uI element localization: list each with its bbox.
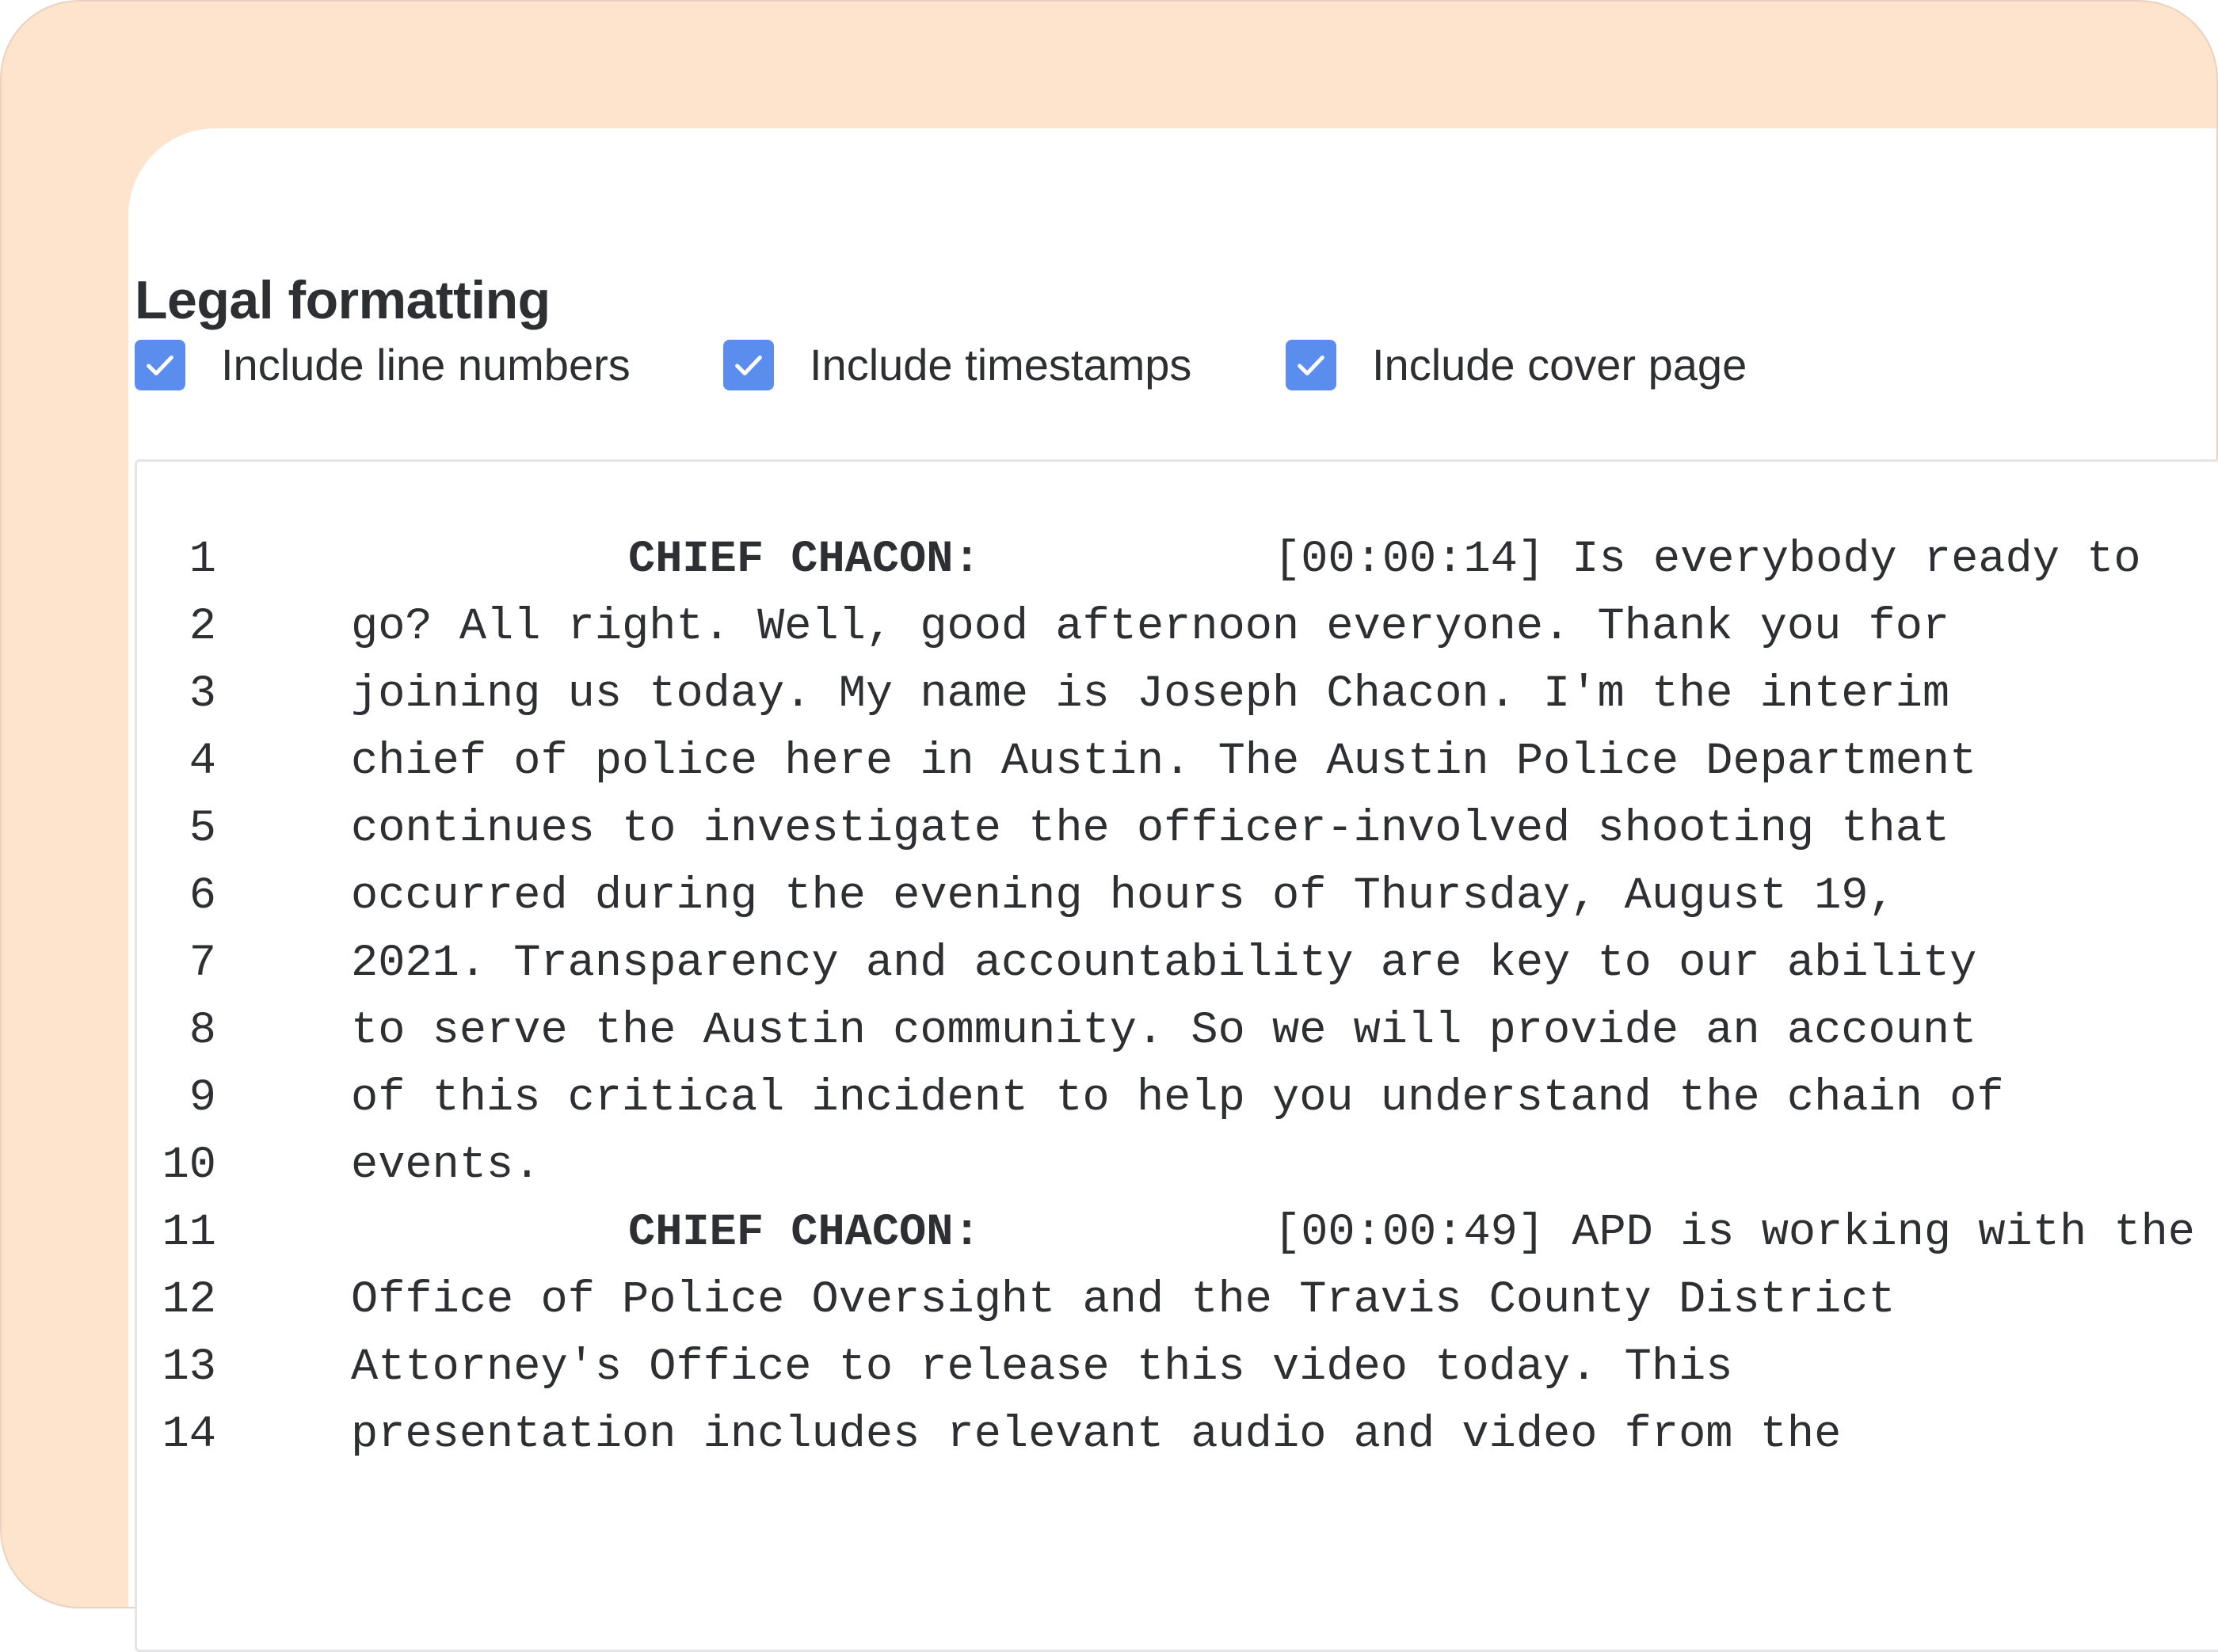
cover-page-label: Include cover page <box>1372 340 1747 390</box>
line-numbers-label: Include line numbers <box>221 340 631 390</box>
line-text: continues to investigate the officer-involved shooting that <box>351 804 1950 855</box>
line-text: Attorney's Office to release this video today. This <box>351 1342 1733 1393</box>
line-numbers-checkbox[interactable] <box>135 340 185 390</box>
line-text: to serve the Austin community. So we will provide an account <box>351 1006 1977 1056</box>
speaker-label: CHIEF CHACON: <box>628 535 981 585</box>
line-text: Office of Police Oversight and the Travis County District <box>351 1275 1896 1326</box>
option-cover-page[interactable] <box>1286 339 1747 390</box>
line-number: 12 <box>162 1275 216 1326</box>
speaker-label: CHIEF CHACON: <box>628 1208 981 1258</box>
line-number: 2 <box>189 602 216 653</box>
line-number: 3 <box>189 669 216 720</box>
timestamps-checkbox[interactable] <box>723 340 774 390</box>
option-line-numbers[interactable] <box>135 339 631 390</box>
line-text: events. <box>351 1140 541 1191</box>
check-icon <box>1293 347 1329 383</box>
check-icon <box>730 347 767 383</box>
line-text: 2021. Transparency and accountability are key to our ability <box>351 938 1977 989</box>
line-text: of this critical incident to help you understand the chain of <box>351 1073 2004 1124</box>
line-number: 1 <box>189 535 216 585</box>
line-text: joining us today. My name is Joseph Chacon. I'm the interim <box>351 669 1950 720</box>
line-text: [00:00:14] Is everybody ready to <box>1274 535 2141 585</box>
cover-page-checkbox[interactable] <box>1286 340 1336 390</box>
line-text: [00:00:49] APD is working with the <box>1274 1208 2195 1258</box>
line-number: 5 <box>189 804 216 855</box>
check-icon <box>142 347 178 383</box>
line-number: 9 <box>189 1073 216 1124</box>
line-text: presentation includes relevant audio and video from the <box>351 1410 1842 1460</box>
line-number: 11 <box>162 1208 216 1258</box>
section-title: Legal formatting <box>135 270 551 330</box>
timestamps-label: Include timestamps <box>810 340 1192 390</box>
transcript-preview[interactable] <box>135 459 2218 1652</box>
line-number: 7 <box>189 938 216 989</box>
option-timestamps[interactable] <box>723 339 1191 390</box>
line-text: go? All right. Well, good afternoon everyone. Thank you for <box>351 602 1950 653</box>
line-text: chief of police here in Austin. The Austin Police Department <box>351 737 1977 787</box>
line-number: 14 <box>162 1410 216 1460</box>
line-number: 10 <box>162 1140 216 1191</box>
line-number: 4 <box>189 737 216 787</box>
line-text: occurred during the evening hours of Thursday, August 19, <box>351 871 1896 922</box>
line-number: 13 <box>162 1342 216 1393</box>
line-number: 6 <box>189 871 216 922</box>
line-number: 8 <box>189 1006 216 1056</box>
